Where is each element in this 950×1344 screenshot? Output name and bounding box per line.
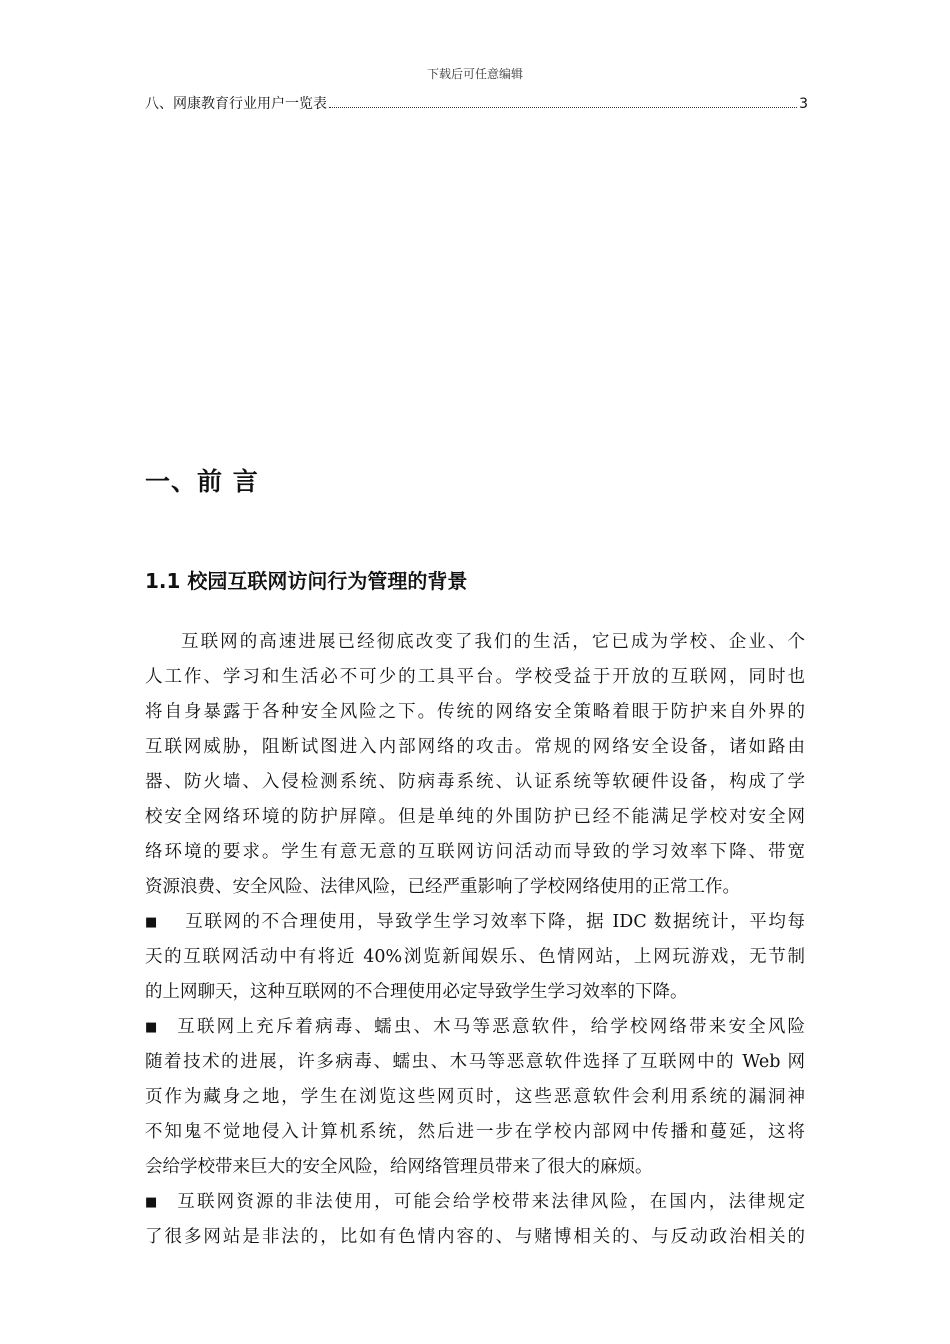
bullet-item: ■ 互联网上充斥着病毒、蠕虫、木马等恶意软件，给学校网络带来安全风险 (145, 1010, 805, 1045)
text-line: 不知鬼不觉地侵入计算机系统，然后进一步在学校内部网中传播和蔓延，这将 (145, 1122, 805, 1142)
text-line: 资源浪费、安全风险、法律风险，已经严重影响了学校网络使用的正常工作。 (145, 877, 740, 897)
text-line: 随着技术的进展，许多病毒、蠕虫、木马等恶意软件选择了互联网中的 Web 网 (145, 1052, 805, 1072)
bullet-item: ■ 互联网的不合理使用，导致学生学习效率下降，据 IDC 数据统计，平均每 (145, 905, 805, 940)
text-line: 络环境的要求。学生有意无意的互联网访问活动而导致的学习效率下降、带宽 (145, 842, 805, 862)
bullet-item: ■ 互联网资源的非法使用，可能会给学校带来法律风险，在国内，法律规定 (145, 1185, 805, 1220)
toc-entry-page: 3 (799, 96, 808, 112)
text-line: 校安全网络环境的防护屏障。但是单纯的外围防护已经不能满足学校对安全网 (145, 807, 805, 827)
text-line: 会给学校带来巨大的安全风险，给网络管理员带来了很大的麻烦。 (145, 1157, 653, 1177)
square-bullet-icon: ■ (145, 1195, 158, 1210)
square-bullet-icon: ■ (145, 915, 158, 930)
text-line: 人工作、学习和生活必不可少的工具平台。学校受益于开放的互联网，同时也 (145, 667, 805, 687)
text-line: 将自身暴露于各种安全风险之下。传统的网络安全策略着眼于防护来自外界的 (145, 702, 805, 722)
toc-entry-title: 八、网康教育行业用户一览表 (145, 96, 327, 112)
section-heading: 一、前 言 (145, 467, 259, 496)
text-line: 了很多网站是非法的，比如有色情内容的、与赌博相关的、与反动政治相关的 (145, 1227, 805, 1247)
toc-dot-leader (329, 106, 797, 108)
square-bullet-icon: ■ (145, 1020, 158, 1035)
subsection-heading: 1.1 校园互联网访问行为管理的背景 (145, 569, 468, 593)
text-line: 页作为藏身之地，学生在浏览这些网页时，这些恶意软件会利用系统的漏洞神 (145, 1087, 805, 1107)
text-line: 天的互联网活动中有将近 40%浏览新闻娱乐、色情网站，上网玩游戏，无节制 (145, 947, 805, 967)
text-line: 器、防火墙、入侵检测系统、防病毒系统、认证系统等软硬件设备，构成了学 (145, 772, 805, 792)
text-line: 的上网聊天，这种互联网的不合理使用必定导致学生学习效率的下降。 (145, 982, 688, 1002)
header-note: 下载后可任意编辑 (426, 67, 523, 81)
toc-entry[interactable] (145, 94, 808, 114)
text-line: 互联网威胁，阻断试图进入内部网络的攻击。常规的网络安全设备，诸如路由 (145, 737, 805, 757)
body-text (145, 625, 805, 1255)
text-line: 互联网的高速进展已经彻底改变了我们的生活，它已成为学校、企业、个 (181, 632, 805, 652)
